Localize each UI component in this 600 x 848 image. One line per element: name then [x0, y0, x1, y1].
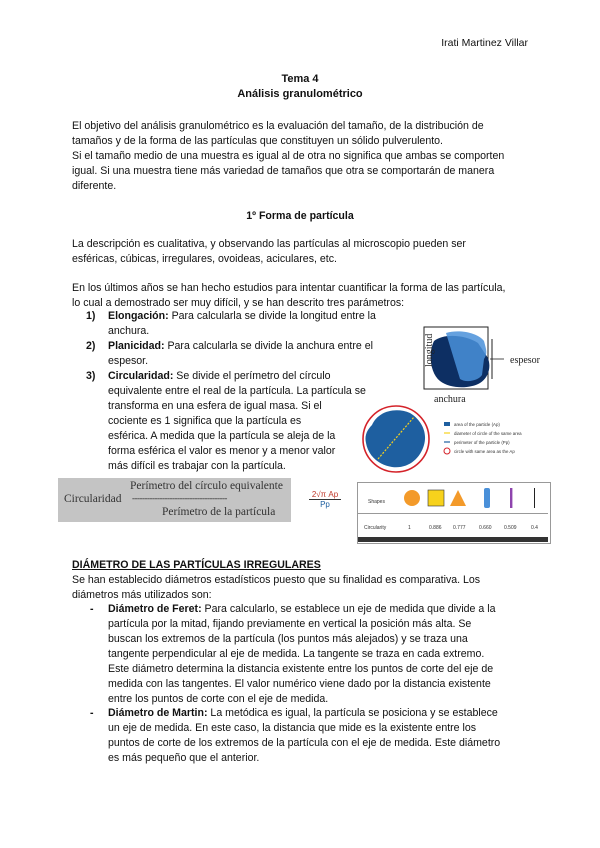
section2-intro [72, 573, 530, 603]
text-line: Para calcularla se divide la longitud entre la [168, 310, 376, 322]
document-title [0, 72, 600, 102]
particle-dimensions-figure [400, 323, 560, 405]
list-number: 2) [86, 340, 96, 352]
table-cell: 0.777 [453, 525, 466, 531]
list-number: 1) [86, 310, 96, 322]
text-line: El objetivo del análisis granulométrico es la evaluación del tamaño, de la distribución de [72, 120, 484, 132]
table-cell: 1 [408, 525, 411, 531]
table-cell: 0.4 [531, 525, 538, 531]
legend-entry: circle with same area as the Ap [454, 449, 515, 454]
term: Elongación: [108, 310, 169, 322]
legend-entry: diameter of circle of the same area [454, 431, 522, 436]
table-footer-bar [358, 537, 548, 542]
table-cell: 0.660 [479, 525, 492, 531]
title-line-2: Análisis granulométrico [237, 88, 363, 100]
legend-swatch [444, 448, 450, 454]
text-line: entre los puntos de corte con el eje de medida. [108, 693, 329, 705]
text-line: Si el tamaño medio de una muestra es igual al de otra no significa que ambas se comporten [72, 150, 505, 162]
text-line: La descripción es cualitativa, y observando las partículas al microscopio pueden ser [72, 238, 466, 250]
text-line: transforma en una esfera de igual masa. Si el [108, 400, 322, 412]
term: Diámetro de Feret: [108, 603, 202, 615]
bullet-dash: - [90, 603, 94, 615]
length-label: longitud [424, 333, 435, 367]
text-line: anchura. [108, 325, 150, 337]
text-line: Se divide el perímetro del círculo [173, 370, 331, 382]
row-label: Circularity [364, 525, 387, 531]
text-line: esféricas, cúbicas, irregulares, ovoideas, aciculares, etc. [72, 253, 337, 265]
description-paragraph [72, 237, 530, 267]
section-heading-diameter: DIÁMETRO DE LAS PARTÍCULAS IRREGULARES [72, 559, 321, 571]
text-line: Este diámetro determina la distancia existente entre los puntos de corte del eje de [108, 663, 494, 675]
text-line: espesor. [108, 355, 149, 367]
formula-numerator: Perímetro del círculo equivalente [130, 480, 283, 492]
legend-entry: perimeter of the particle (Pp) [454, 440, 510, 445]
text-line: un eje de medida. En este caso, la distancia que mide es la existente entre los [108, 722, 477, 734]
text-line: En los últimos años se han hecho estudios para intentar cuantificar la forma de las partícula, [72, 282, 506, 294]
particle-shape [365, 410, 425, 467]
formula-alt [309, 490, 341, 509]
width-label: anchura [434, 394, 466, 405]
text-line: es más pequeño que el anterior. [108, 752, 260, 764]
text-line: igual. Si una muestra tiene más variedad de tamaños que otra se comportarán de manera [72, 165, 495, 177]
text-line: cociente es 1 significa que la partícula es [108, 415, 302, 427]
needle-shape [510, 488, 512, 508]
term: Circularidad: [108, 370, 174, 382]
table-cell: 0.886 [429, 525, 442, 531]
text-line: lo cual a demostrado ser muy difícil, y se han descrito tres parámetros: [72, 297, 405, 309]
term: Diámetro de Martin: [108, 707, 208, 719]
intro-paragraph [72, 119, 530, 194]
text-line: tamaños y de la forma de las partículas que constituyen un sólido pulverulento. [72, 135, 443, 147]
shapes-row [358, 483, 548, 513]
section-heading-shape: 1º Forma de partícula [246, 210, 354, 222]
shapes-table [357, 482, 551, 544]
author-name: Irati Martinez Villar [441, 37, 528, 49]
text-line: diámetros más utilizados son: [72, 589, 212, 601]
square-shape [428, 490, 444, 506]
text-line: puntos de corte de los extremos de la partícula con el eje de medida. Este diámetro [108, 737, 501, 749]
list-number: 3) [86, 370, 96, 382]
text-line: La metódica es igual, la partícula se posiciona y se establece [207, 707, 498, 719]
legend-entry: area of the particle (Ap) [454, 422, 500, 427]
text-line: medida con las tangentes. El valor numérico viene dado por la distancia existente [108, 678, 491, 690]
triangle-shape [450, 490, 466, 506]
text-line: esférica. A medida que la partícula se aleja de la [108, 430, 336, 442]
rod-shape [484, 488, 490, 508]
text-line: Para calcularla se divide la anchura entre el [164, 340, 373, 352]
bullet-dash: - [90, 707, 94, 719]
formula-alt-numerator: 2√π Ap [309, 490, 341, 500]
thickness-label: espesor [510, 355, 540, 366]
recent-paragraph [72, 281, 530, 311]
formula-name: Circularidad [64, 493, 122, 505]
table-cell: 0.509 [504, 525, 517, 531]
legend-swatch [444, 422, 450, 426]
text-line: forma esférica el valor es menor y a menor valor [108, 445, 336, 457]
row-label: Shapes [368, 499, 385, 505]
text-line: equivalente entre el real de la partícula. La partícula se [108, 385, 366, 397]
text-line: Se han establecido diámetros estadísticos puesto que su finalidad es comparativa. Los [72, 574, 481, 586]
line-shape [534, 488, 535, 508]
text-line: tangente perpendicular al eje de medida. La tangente se traza en cada extremo. [108, 648, 485, 660]
text-line: más difícil es trabajar con la partícula. [108, 460, 286, 472]
text-line: Para calcularlo, se establece un eje de medida que divide a la [201, 603, 496, 615]
circle-shape [404, 490, 420, 506]
text-line: buscan los extremos de la partícula (los puntos más alejados) y se traza una [108, 633, 468, 645]
table-divider [358, 513, 548, 514]
text-line: partícula por la mitad, fijando previamente en vertical la posición más alta. Se [108, 618, 472, 630]
text-line: diferente. [72, 180, 117, 192]
term: Planicidad: [108, 340, 165, 352]
formula-divider: -------------------------------------- [132, 493, 227, 503]
circularity-formula [58, 478, 291, 522]
circularity-figure [358, 403, 558, 475]
formula-alt-denominator: Pp [320, 500, 330, 509]
title-line-1: Tema 4 [281, 73, 319, 85]
formula-denominator: Perímetro de la partícula [162, 506, 276, 518]
